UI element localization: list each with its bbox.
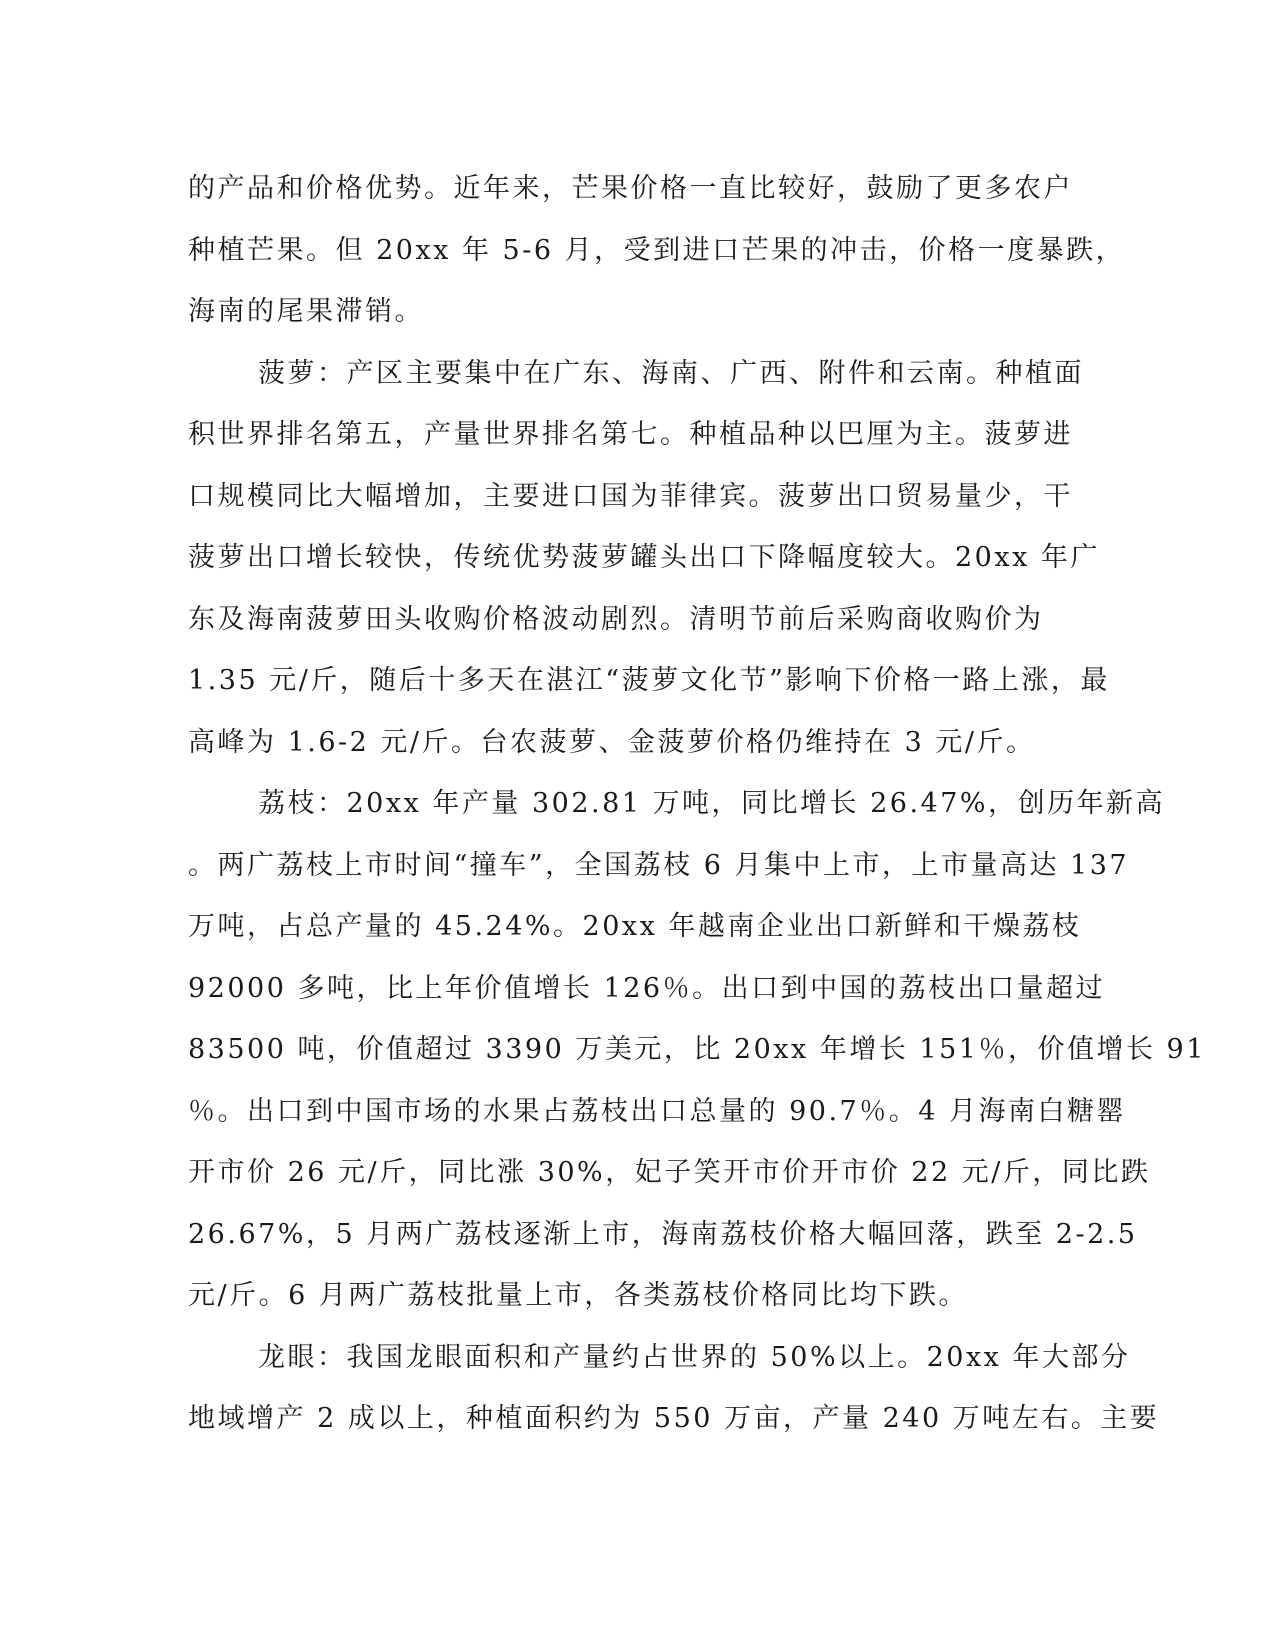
text-line: 菠萝出口增长较快，传统优势菠萝罐头出口下降幅度较大。20xx 年广 <box>188 542 1100 573</box>
text-line: 1.35 元/斤，随后十多天在湛江“菠萝文化节”影响下价格一路上涨，最 <box>188 665 1110 696</box>
text-line: 开市价 26 元/斤，同比涨 30%，妃子笑开市价开市价 22 元/斤，同比跌 <box>188 1157 1151 1188</box>
text-line: 92000 多吨，比上年价值增长 126％。出口到中国的荔枝出口量超过 <box>188 972 1106 1004</box>
text-line: ％。出口到中国市场的水果占荔枝出口总量的 90.7％。4 月海南白糖罂 <box>188 1095 1126 1127</box>
document-body <box>188 158 1206 1450</box>
text-line: 万吨，占总产量的 45.24%。20xx 年越南企业出口新鲜和干燥荔枝 <box>188 911 1082 942</box>
text-line: 83500 吨，价值超过 3390 万美元，比 20xx 年增长 151％，价值增长 91 <box>188 1034 1206 1065</box>
text-line: 种植芒果。但 20xx 年 5-6 月，受到进口芒果的冲击，价格一度暴跌， <box>188 234 1126 266</box>
text-line: 高峰为 1.6-2 元/斤。台农菠萝、金菠萝价格仍维持在 3 元/斤。 <box>188 726 1036 758</box>
paragraph-start-lychee: 荔枝：20xx 年产量 302.81 万吨，同比增长 26.47%，创历年新高 <box>258 788 1166 819</box>
text-line: 26.67%，5 月两广荔枝逐渐上市，海南荔枝价格大幅回落，跌至 2-2.5 <box>188 1218 1138 1250</box>
text-line: 的产品和价格优势。近年来，芒果价格一直比较好，鼓励了更多农户 <box>188 173 1073 204</box>
paragraph-start-longan: 龙眼：我国龙眼面积和产量约占世界的 50%以上。20xx 年大部分 <box>258 1341 1131 1373</box>
text-line: 积世界排名第五，产量世界排名第七。种植品种以巴厘为主。菠萝进 <box>188 419 1073 450</box>
text-line: 东及海南菠萝田头收购价格波动剧烈。清明节前后采购商收购价为 <box>188 603 1044 635</box>
paragraph-start-pineapple: 菠萝：产区主要集中在广东、海南、广西、附件和云南。种植面 <box>258 357 1084 389</box>
text-line: 海南的尾果滞销。 <box>188 296 424 327</box>
text-line: 。两广荔枝上市时间“撞车”，全国荔枝 6 月集中上市，上市量高达 137 <box>188 849 1130 881</box>
text-line: 口规模同比大幅增加，主要进口国为菲律宾。菠萝出口贸易量少，干 <box>188 480 1073 512</box>
text-line: 地域增产 2 成以上，种植面积约为 550 万亩，产量 240 万吨左右。主要 <box>188 1403 1160 1434</box>
text-line: 元/斤。6 月两广荔枝批量上市，各类荔枝价格同比均下跌。 <box>188 1280 968 1311</box>
